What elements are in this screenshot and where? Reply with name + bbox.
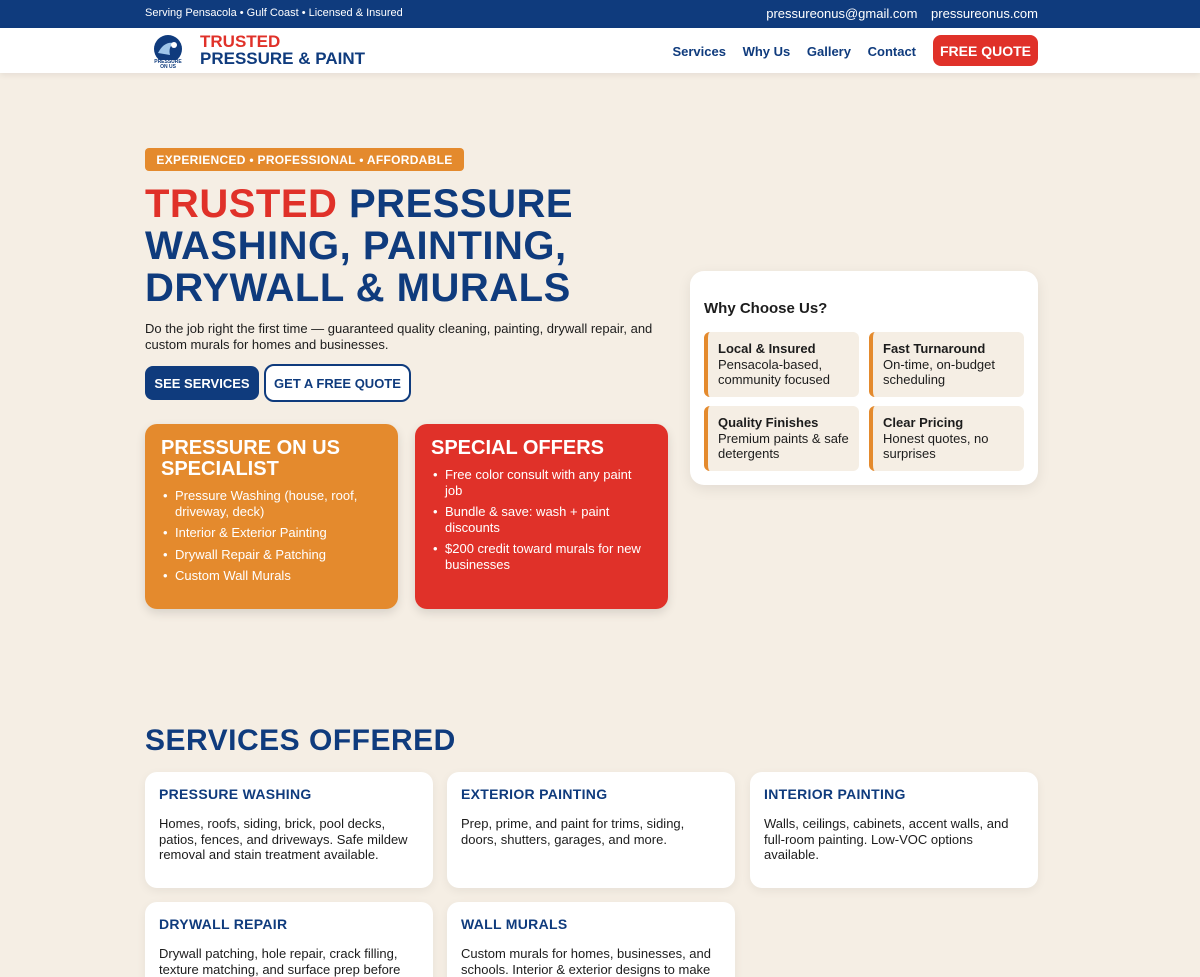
service-card-exterior-painting[interactable] [447,772,735,888]
service-card-title: EXTERIOR PAINTING [461,786,608,802]
nav-links [659,44,916,59]
service-card-drywall-repair[interactable] [145,902,433,977]
why-item-title: Local & Insured [718,341,816,356]
get-free-quote-button[interactable]: GET A FREE QUOTE [264,364,411,402]
list-item: • Drywall Repair & Patching [161,547,382,563]
list-item: • Bundle & save: wash + paint discounts [431,504,652,535]
service-card-pressure-washing[interactable] [145,772,433,888]
see-services-button[interactable]: SEE SERVICES [145,366,259,400]
service-card-text: Prep, prime, and paint for trims, siding, doors, shutters, garages, and more. [461,816,685,847]
service-area-text: Serving Pensacola • Gulf Coast • Licensed & Insured [145,7,403,19]
list-item: • Custom Wall Murals [161,568,382,584]
service-card-title: DRYWALL REPAIR [159,916,288,932]
hero-description: Do the job right the first time — guaranteed quality cleaning, painting, drywall repair, and custom murals for homes and businesses. [145,321,653,352]
main-navbar [0,28,1200,73]
service-card-title: PRESSURE WASHING [159,786,312,802]
service-card-title: INTERIOR PAINTING [764,786,906,802]
offers-list [431,467,652,572]
nav-contact[interactable]: Contact [867,44,916,59]
service-card-title: WALL MURALS [461,916,568,932]
service-card-text: Homes, roofs, siding, brick, pool decks, patios, fences, and driveways. Safe mildew removal and stain treatment available. [159,816,408,862]
top-info-bar [0,0,1200,28]
specialist-list [161,488,382,584]
offers-card-title: SPECIAL OFFERS [431,437,604,459]
hero-title-highlight: TRUSTED [145,182,338,226]
brand-line-2: PRESSURE & PAINT [200,49,365,68]
why-item-title: Clear Pricing [883,415,964,430]
why-item-local [704,332,859,397]
service-card-wall-murals[interactable] [447,902,735,977]
why-choose-us-panel [690,271,1038,485]
why-item-title: Fast Turnaround [883,341,986,356]
why-item-pricing [869,406,1024,471]
list-item: • Pressure Washing (house, roof, driveway, deck) [161,488,382,519]
contact-links [756,6,1038,21]
list-item: • $200 credit toward murals for new businesses [431,541,652,572]
why-item-text: Pensacola-based, community focused [718,356,830,387]
specialist-card-title: PRESSURE ON US SPECIALIST [161,437,340,480]
free-quote-button[interactable]: FREE QUOTE [933,35,1038,66]
why-item-text: Premium paints & safe detergents [718,430,849,461]
why-item-text: On-time, on-budget scheduling [883,356,996,387]
service-card-interior-painting[interactable] [750,772,1038,888]
hero-title [145,183,705,309]
services-title: SERVICES OFFERED [145,724,456,757]
why-item-fast [869,332,1024,397]
brand-line-1: TRUSTED [200,32,281,51]
special-offers-card [415,424,668,609]
nav-services[interactable]: Services [672,44,726,59]
hero-badge: EXPERIENCED • PROFESSIONAL • AFFORDABLE [145,148,464,171]
brand-name[interactable] [200,33,365,67]
email-link[interactable]: pressureonus@gmail.com [766,6,918,21]
why-title: Why Choose Us? [704,300,828,317]
hero-title-rest: PRESSURE WASHING, PAINTING, DRYWALL & MURALS [145,182,574,310]
specialist-card [145,424,398,609]
list-item: • Interior & Exterior Painting [161,525,382,541]
list-item: • Free color consult with any paint job [431,467,652,498]
logo-text: PRESSURE ON US [154,59,182,70]
website-link[interactable]: pressureonus.com [931,6,1038,21]
why-item-title: Quality Finishes [718,415,819,430]
why-item-quality [704,406,859,471]
nav-gallery[interactable]: Gallery [806,44,851,59]
why-item-text: Honest quotes, no surprises [883,430,989,461]
nav-why-us[interactable]: Why Us [742,44,791,59]
service-card-text: Walls, ceilings, cabinets, accent walls, and full-room painting. Low-VOC options available. [764,816,1009,862]
service-card-text: Custom murals for homes, businesses, and schools. Interior & exterior designs to make [461,946,711,977]
service-card-text: Drywall patching, hole repair, crack filling, texture matching, and surface prep before [159,946,401,977]
logo[interactable] [150,33,186,69]
